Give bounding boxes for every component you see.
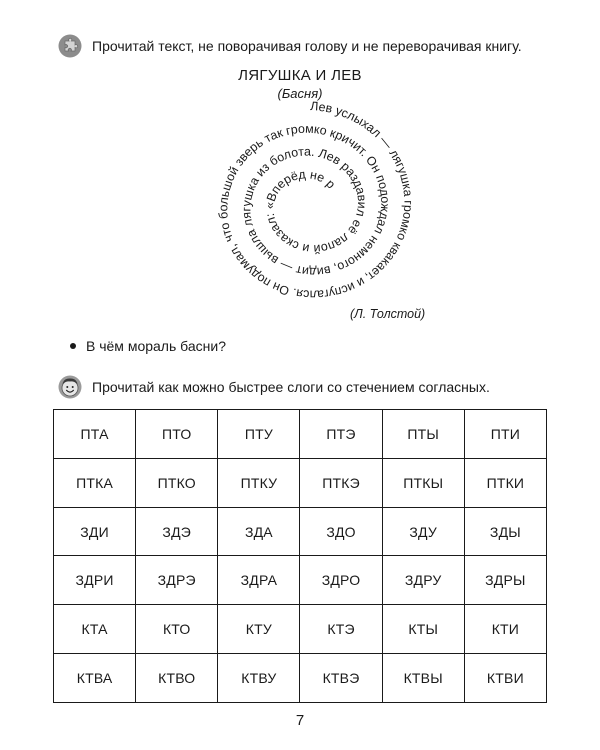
syllable-cell: ЗДРЫ (464, 556, 546, 605)
question-text: В чём мораль басни? (86, 338, 226, 354)
syllable-cell: ПТКЫ (382, 458, 464, 507)
syllable-cell: ЗДРА (218, 556, 300, 605)
syllable-cell: ПТКО (136, 458, 218, 507)
syllable-cell: ПТЫ (382, 410, 464, 459)
spiral-fable-text (190, 87, 415, 302)
syllable-cell: ПТО (136, 410, 218, 459)
table-row (54, 654, 547, 703)
syllable-cell: КТО (136, 605, 218, 654)
question (70, 338, 226, 354)
syllable-cell: КТА (54, 605, 136, 654)
syllable-cell: ПТА (54, 410, 136, 459)
fable-subtitle: (Басня) (277, 86, 323, 101)
smiley-face-icon (58, 375, 82, 399)
task-text: Прочитай текст, не поворачивая голову и не переворачивая книгу. (92, 38, 522, 54)
syllable-cell: КТВУ (218, 654, 300, 703)
syllable-cell: ЗДРИ (54, 556, 136, 605)
task-instruction-reading (58, 34, 522, 58)
table-row (54, 605, 547, 654)
syllable-cell: КТВЫ (382, 654, 464, 703)
syllable-cell: ЗДРЭ (136, 556, 218, 605)
syllable-cell: ПТКА (54, 458, 136, 507)
syllable-cell: ЗДЭ (136, 507, 218, 556)
table-row (54, 410, 547, 459)
table-row (54, 556, 547, 605)
syllable-cell: ЗДРУ (382, 556, 464, 605)
syllable-cell: ПТКЭ (300, 458, 382, 507)
task-text: Прочитай как можно быстрее слоги со стечением согласных. (92, 379, 490, 395)
task-instruction-syllables (58, 375, 490, 399)
bullet-icon (70, 343, 76, 349)
syllable-cell: ЗДРО (300, 556, 382, 605)
syllable-cell: ПТКИ (464, 458, 546, 507)
syllable-cell: ЗДУ (382, 507, 464, 556)
syllable-cell: КТУ (218, 605, 300, 654)
syllable-cell: ЗДО (300, 507, 382, 556)
syllable-table (53, 409, 547, 703)
syllable-cell: КТВЭ (300, 654, 382, 703)
puzzle-icon (58, 34, 82, 58)
spiral-fable-textpath: Лев услыхал — лягушка громко квакает, и испугался. Он подумал, что большой зверь так громко кричит. Он подождал немного, видит — вышла лягушка из болота. Лев раздавил её лапой и сказал: «Вперёд не рассмотревши, не буду пугаться». (190, 87, 416, 302)
table-row (54, 507, 547, 556)
fable-title: ЛЯГУШКА И ЛЕВ (238, 67, 362, 84)
syllable-cell: ЗДА (218, 507, 300, 556)
syllable-cell: ЗДИ (54, 507, 136, 556)
page-number: 7 (295, 712, 305, 729)
syllable-cell: КТИ (464, 605, 546, 654)
syllable-cell: ЗДЫ (464, 507, 546, 556)
syllable-cell: КТЭ (300, 605, 382, 654)
syllable-cell: ПТКУ (218, 458, 300, 507)
syllable-cell: КТВО (136, 654, 218, 703)
syllable-cell: ПТИ (464, 410, 546, 459)
syllable-cell: КТЫ (382, 605, 464, 654)
syllable-cell: ПТУ (218, 410, 300, 459)
syllable-cell: КТВИ (464, 654, 546, 703)
syllable-cell: ПТЭ (300, 410, 382, 459)
table-row (54, 458, 547, 507)
fable-author: (Л. Толстой) (350, 307, 426, 321)
syllable-cell: КТВА (54, 654, 136, 703)
